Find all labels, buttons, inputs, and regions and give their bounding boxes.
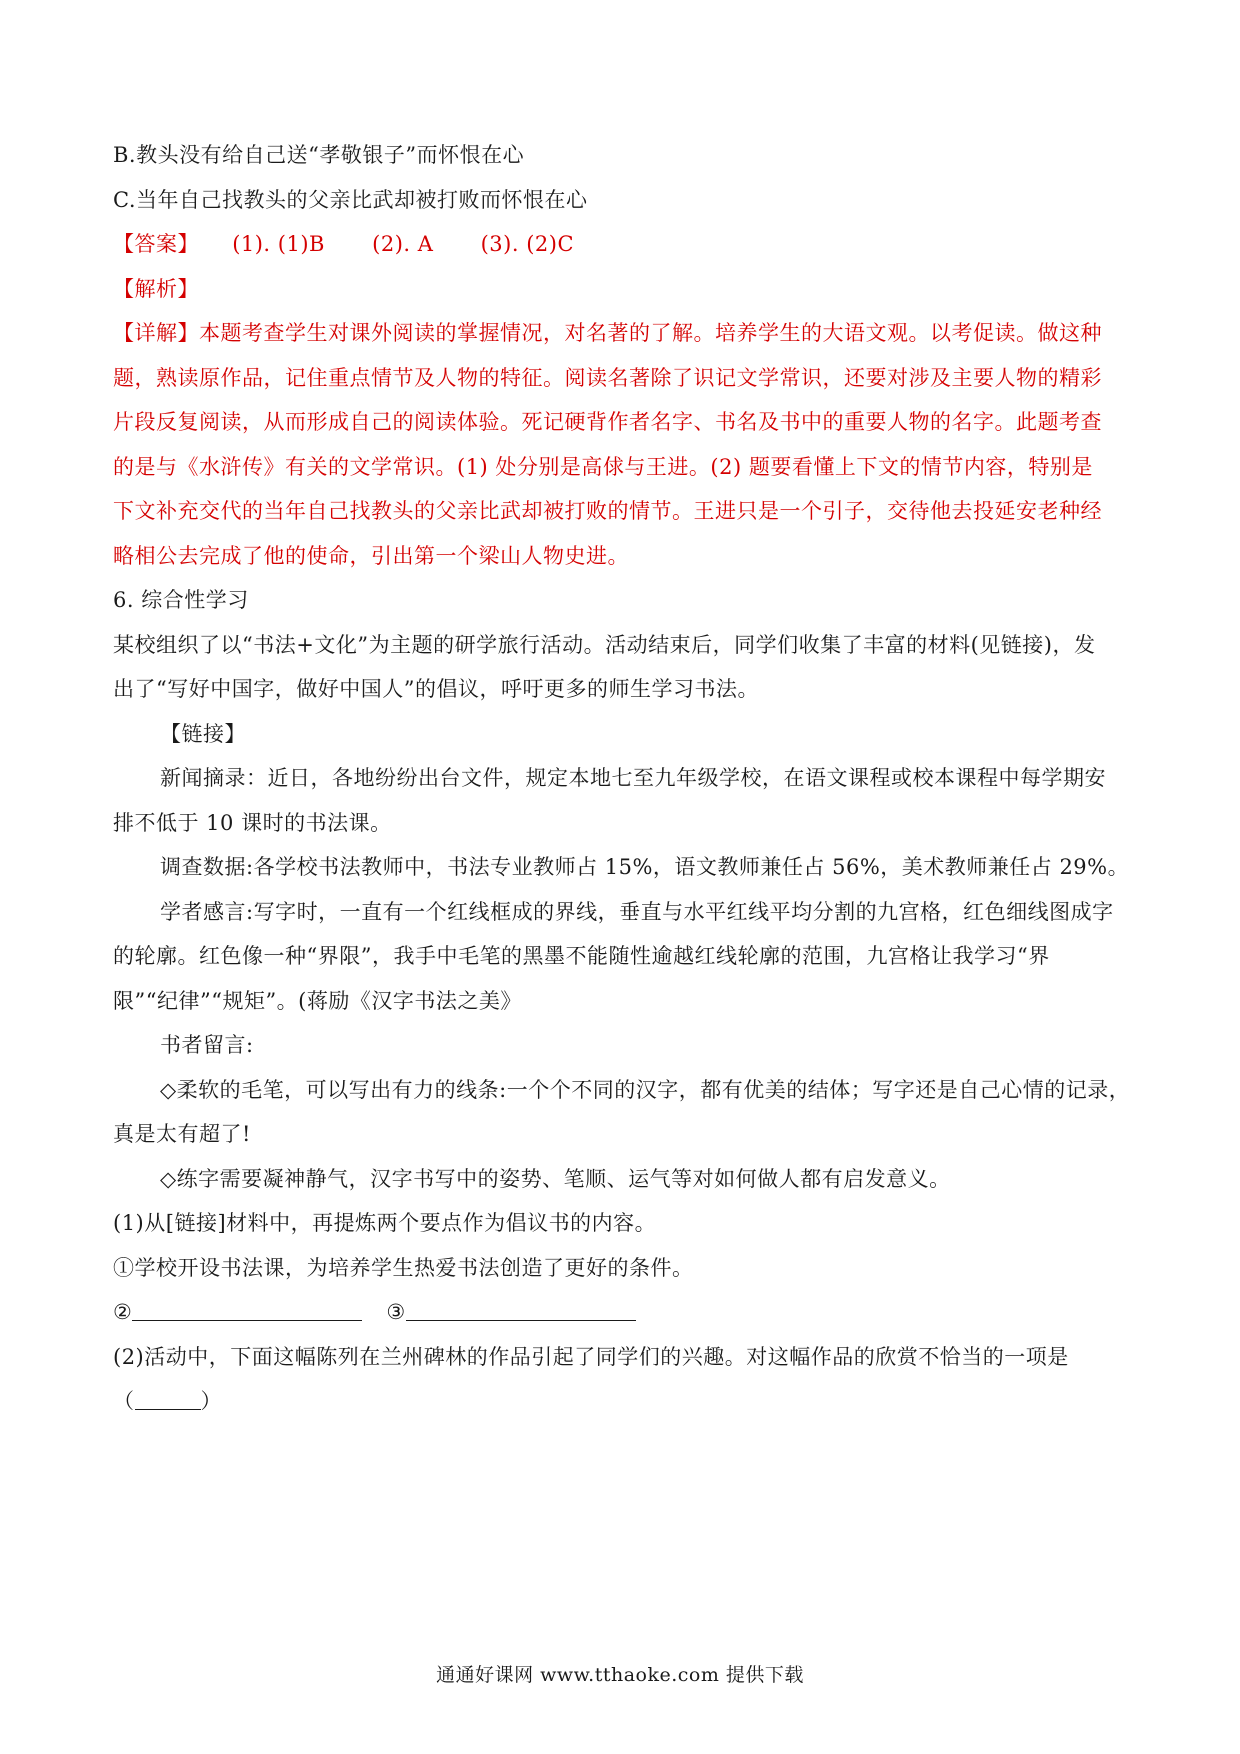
answer-tag: 【答案】 xyxy=(113,232,199,256)
answer-blanks-line xyxy=(113,1297,1135,1327)
survey-line: 调查数据:各学校书法教师中，书法专业教师占 15%，语文教师兼任占 56%，美术教师兼任占 29%。 xyxy=(160,855,1130,879)
writer-tag: 书者留言: xyxy=(160,1033,254,1057)
link-tag: 【链接】 xyxy=(160,722,246,746)
answer-part-3: (3). (2)C xyxy=(480,232,575,256)
point-3-blank[interactable] xyxy=(406,1298,636,1321)
choice-blank-line xyxy=(113,1386,1135,1416)
choice-blank[interactable] xyxy=(135,1387,201,1410)
point-2-label: ② xyxy=(113,1300,133,1324)
news-line-1: 新闻摘录：近日，各地纷纷出台文件，规定本地七至九年级学校，在语文课程或校本课程中每学期安 xyxy=(160,766,1106,790)
scholar-line-2: 的轮廓。红色像一种“界限”，我手中毛笔的黑墨不能随性逾越红线轮廓的范围，九宫格让我学习“界 xyxy=(113,944,1050,968)
q6-title: 6. 综合性学习 xyxy=(113,588,249,612)
answer-part-2: (2). A xyxy=(372,232,434,256)
detail-tag: 【详解】 xyxy=(113,321,199,345)
point-2-blank[interactable] xyxy=(132,1298,362,1321)
scholar-line-3: 限”“纪律”“规矩”。(蒋励《汉字书法之美》 xyxy=(113,989,522,1013)
page-footer: 通通好课网 www.tthaoke.com 提供下载 xyxy=(436,1664,804,1686)
writer-line-1a: ◇柔软的毛笔，可以写出有力的线条:一个个不同的汉字，都有优美的结体；写字还是自己心情的记录， xyxy=(160,1078,1131,1102)
q6-intro-1: 某校组织了以“书法+文化”为主题的研学旅行活动。活动结束后，同学们收集了丰富的材料(见链接)，发 xyxy=(113,633,1096,657)
detail-line-4: 的是与《水浒传》有关的文学常识。(1) 处分别是高俅与王进。(2) 题要看懂上下文的情节内容，特别是 xyxy=(113,455,1093,479)
point-3-label: ③ xyxy=(386,1300,406,1324)
point-1: ①学校开设书法课，为培养学生热爱书法创造了更好的条件。 xyxy=(113,1256,694,1280)
q5-option-b: B.教头没有给自己送“孝敬银子”而怀恨在心 xyxy=(113,143,525,167)
detail-line-1 xyxy=(113,318,1135,348)
q5-option-c: C.当年自己找教头的父亲比武却被打败而怀恨在心 xyxy=(113,188,588,212)
sub-question-2: (2)活动中，下面这幅陈列在兰州碑林的作品引起了同学们的兴趣。对这幅作品的欣赏不恰当的一项是 xyxy=(113,1345,1069,1369)
paren-open: （ xyxy=(113,1389,135,1413)
detail-line-2: 题，熟读原作品，记住重点情节及人物的特征。阅读名著除了识记文学常识，还要对涉及主要人物的精彩 xyxy=(113,366,1102,390)
answer-line xyxy=(113,229,1135,259)
detail-line-3: 片段反复阅读，从而形成自己的阅读体验。死记硬背作者名字、书名及书中的重要人物的名字。此题考查 xyxy=(113,410,1102,434)
detail-line-5: 下文补充交代的当年自己找教头的父亲比武却被打败的情节。王进只是一个引子，交待他去投延安老种经 xyxy=(113,499,1102,523)
detail-text-1: 本题考查学生对课外阅读的掌握情况，对名著的了解。培养学生的大语文观。以考促读。做这种 xyxy=(199,321,1102,345)
detail-line-6: 略相公去完成了他的使命，引出第一个梁山人物史进。 xyxy=(113,544,629,568)
scholar-line-1: 学者感言:写字时，一直有一个红线框成的界线，垂直与水平红线平均分割的九宫格，红色细线图成字 xyxy=(160,900,1114,924)
analysis-tag: 【解析】 xyxy=(113,277,199,301)
answer-part-1: (1). (1)B xyxy=(232,232,325,256)
q6-intro-2: 出了“写好中国字，做好中国人”的倡议，呼吁更多的师生学习书法。 xyxy=(113,677,759,701)
paren-close: ） xyxy=(200,1389,222,1413)
news-line-2: 排不低于 10 课时的书法课。 xyxy=(113,811,392,835)
writer-line-2: ◇练字需要凝神静气，汉字书写中的姿势、笔顺、运气等对如何做人都有启发意义。 xyxy=(160,1167,951,1191)
writer-line-1b: 真是太有超了! xyxy=(113,1122,251,1146)
sub-question-1: (1)从[链接]材料中，再提炼两个要点作为倡议书的内容。 xyxy=(113,1211,657,1235)
